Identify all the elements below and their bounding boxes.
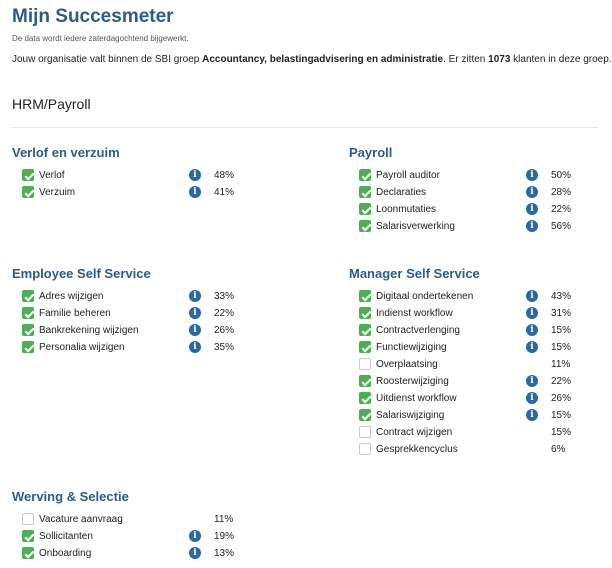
checkbox-unchecked-icon[interactable] [359,443,371,455]
checkbox-checked-icon[interactable] [22,307,34,319]
usage-percentage: 50% [551,170,572,181]
feature-label: Verlof [39,170,65,181]
feature-label: Contractverlenging [376,325,460,336]
feature-row [349,288,589,305]
section-payroll [349,144,589,235]
feature-row [349,322,589,339]
checkbox-checked-icon[interactable] [22,341,34,353]
checkbox-checked-icon[interactable] [22,169,34,181]
feature-label: Verzuim [39,187,76,198]
info-icon[interactable]: i [189,341,201,353]
section-title: Employee Self Service [12,266,151,281]
usage-percentage: 41% [214,187,235,198]
info-icon[interactable]: i [526,307,538,319]
info-icon[interactable]: i [189,186,201,198]
feature-label: Declaraties [376,187,427,198]
feature-row [12,528,252,545]
feature-label: Bankrekening wijzigen [39,325,139,336]
info-icon[interactable]: i [189,324,201,336]
feature-label: Functiewijziging [376,342,447,353]
usage-percentage: 15% [551,410,572,421]
section-verlof-en-verzuim [12,144,252,201]
checkbox-checked-icon[interactable] [22,547,34,559]
feature-label: Roosterwijziging [376,376,449,387]
checkbox-checked-icon[interactable] [359,324,371,336]
usage-percentage: 56% [551,221,572,232]
feature-label: Onboarding [39,548,92,559]
info-icon[interactable]: i [526,169,538,181]
section-manager-self-service [349,265,589,458]
checkbox-unchecked-icon[interactable] [22,513,34,525]
feature-label: Indienst workflow [376,308,453,319]
usage-percentage: 33% [214,291,235,302]
checkbox-checked-icon[interactable] [359,169,371,181]
feature-row [12,339,252,356]
feature-label: Overplaatsing [376,359,438,370]
feature-row [349,407,589,424]
intro-prefix: Jouw organisatie valt binnen de SBI groep [12,54,203,65]
info-icon[interactable]: i [526,203,538,215]
feature-row [349,339,589,356]
info-icon[interactable]: i [526,290,538,302]
checkbox-checked-icon[interactable] [359,392,371,404]
feature-row [349,356,589,373]
section-title: Werving & Selectie [12,489,129,504]
usage-percentage: 15% [551,325,572,336]
info-icon[interactable]: i [526,392,538,404]
checkbox-checked-icon[interactable] [359,375,371,387]
feature-row [349,201,589,218]
checkbox-checked-icon[interactable] [359,307,371,319]
usage-percentage: 48% [214,170,235,181]
feature-label: Digitaal ondertekenen [376,291,474,302]
info-icon[interactable]: i [189,169,201,181]
checkbox-checked-icon[interactable] [359,203,371,215]
feature-row [12,545,252,562]
feature-row [349,218,589,235]
usage-percentage: 13% [214,548,235,559]
feature-row [349,184,589,201]
usage-percentage: 26% [214,325,235,336]
section-title: Verlof en verzuim [12,145,120,160]
checkbox-unchecked-icon[interactable] [359,358,371,370]
feature-row [349,305,589,322]
checkbox-checked-icon[interactable] [22,290,34,302]
usage-percentage: 15% [551,342,572,353]
section-employee-self-service [12,265,252,356]
usage-percentage: 43% [551,291,572,302]
feature-row [12,288,252,305]
info-icon[interactable]: i [189,530,201,542]
info-icon[interactable]: i [526,341,538,353]
info-icon[interactable]: i [526,409,538,421]
feature-label: Loonmutaties [376,204,437,215]
section-title: Payroll [349,145,393,160]
usage-percentage: 35% [214,342,235,353]
info-icon[interactable]: i [526,186,538,198]
feature-row [349,167,589,184]
feature-row [349,390,589,407]
intro-text [12,54,612,65]
checkbox-checked-icon[interactable] [22,530,34,542]
feature-row [349,424,589,441]
feature-row [12,184,252,201]
info-icon[interactable]: i [189,290,201,302]
feature-label: Salarisverwerking [376,221,455,232]
feature-label: Personalia wijzigen [39,342,125,353]
info-icon[interactable]: i [526,324,538,336]
usage-percentage: 19% [214,531,235,542]
feature-row [12,322,252,339]
info-icon[interactable]: i [189,547,201,559]
intro-suffix: klanten in deze groep. [510,54,612,65]
checkbox-checked-icon[interactable] [359,341,371,353]
page-title: Mijn Succesmeter [12,6,174,27]
usage-percentage: 11% [551,359,571,370]
feature-row [12,305,252,322]
feature-label: Sollicitanten [39,531,93,542]
feature-label: Uitdienst workflow [376,393,457,404]
category-heading: HRM/Payroll [12,96,91,112]
intro-middle: . Er zitten [443,54,489,65]
feature-label: Payroll auditor [376,170,440,181]
intro-count: 1073 [488,54,511,65]
checkbox-checked-icon[interactable] [359,186,371,198]
checkbox-checked-icon[interactable] [359,290,371,302]
intro-group: Accountancy, belastingadvisering en administratie [202,54,444,65]
info-icon[interactable]: i [526,220,538,232]
info-icon[interactable]: i [526,375,538,387]
usage-percentage: 22% [551,376,572,387]
feature-label: Adres wijzigen [39,291,104,302]
feature-label: Gesprekkencyclus [376,444,458,455]
checkbox-checked-icon[interactable] [359,409,371,421]
usage-percentage: 11% [214,514,234,525]
checkbox-checked-icon[interactable] [359,220,371,232]
usage-percentage: 22% [214,308,235,319]
update-note: De data wordt iedere zaterdagochtend bijgewerkt. [12,34,189,43]
section-title: Manager Self Service [349,266,480,281]
feature-row [12,167,252,184]
usage-percentage: 26% [551,393,572,404]
usage-percentage: 6% [551,444,566,455]
info-icon[interactable]: i [189,307,201,319]
feature-row [12,511,252,528]
divider [12,127,598,128]
section-werving-en-selectie [12,488,252,562]
feature-label: Vacature aanvraag [39,514,123,525]
checkbox-unchecked-icon[interactable] [359,426,371,438]
usage-percentage: 22% [551,204,572,215]
checkbox-checked-icon[interactable] [22,324,34,336]
usage-percentage: 28% [551,187,572,198]
feature-row [349,441,589,458]
checkbox-checked-icon[interactable] [22,186,34,198]
feature-row [349,373,589,390]
feature-label: Familie beheren [39,308,111,319]
feature-label: Contract wijzigen [376,427,453,438]
usage-percentage: 15% [551,427,572,438]
usage-percentage: 31% [551,308,572,319]
feature-label: Salariswijziging [376,410,445,421]
